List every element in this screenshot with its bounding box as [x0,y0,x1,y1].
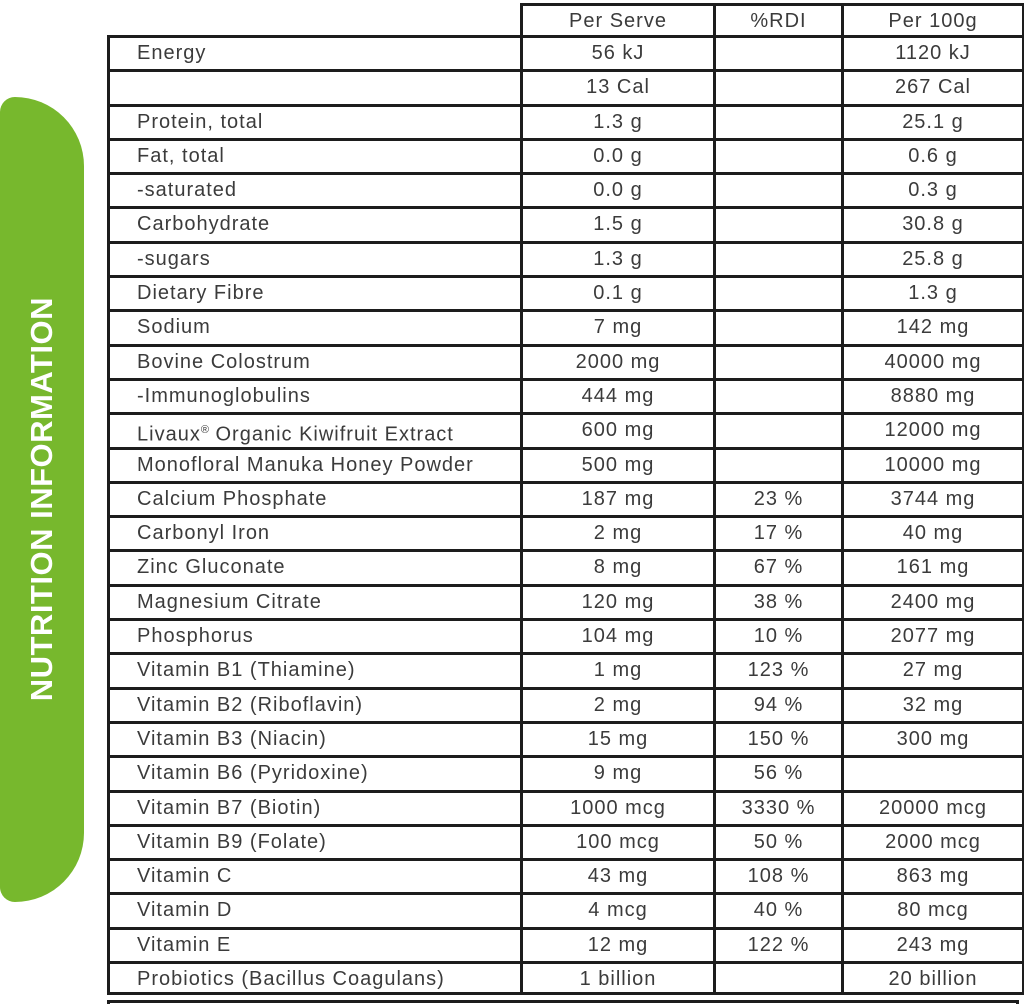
rdi-cell: 94 % [713,687,841,721]
per-100g-cell: 3744 mg [841,481,1024,515]
rdi-cell: 50 % [713,824,841,858]
per-100g-cell: 25.1 g [841,104,1024,138]
per-100g-cell: 2000 mcg [841,824,1024,858]
nutrient-name-cell: Vitamin B3 (Niacin) [107,721,520,755]
rdi-cell: 17 % [713,515,841,549]
nutrient-name-cell: Vitamin E [107,927,520,961]
rdi-cell [713,241,841,275]
nutrient-name-cell: Phosphorus [107,618,520,652]
per-serve-cell: 187 mg [520,481,713,515]
per-serve-cell: 15 mg [520,721,713,755]
nutrient-name-cell: Livaux® Organic Kiwifruit Extract [107,412,520,446]
nutrient-name-cell: Fat, total [107,138,520,172]
rdi-cell [713,378,841,412]
nutrient-name-cell: Vitamin C [107,858,520,892]
per-serve-cell: 2 mg [520,515,713,549]
rdi-cell: 67 % [713,549,841,583]
rdi-header: %RDI [713,3,841,36]
nutrient-name-cell: Vitamin B6 (Pyridoxine) [107,755,520,789]
rdi-cell: 10 % [713,618,841,652]
per-100g-cell: 0.3 g [841,172,1024,206]
per-serve-cell: 500 mg [520,447,713,481]
nutrient-name-cell: Vitamin B7 (Biotin) [107,790,520,824]
nutrient-name-cell: Protein, total [107,104,520,138]
per-100g-cell: 1.3 g [841,275,1024,309]
per-100g-cell: 32 mg [841,687,1024,721]
per-serve-cell: 0.0 g [520,138,713,172]
nutrient-name-cell: Carbonyl Iron [107,515,520,549]
rdi-cell [713,309,841,343]
per-serve-cell: 444 mg [520,378,713,412]
nutrient-name-cell: -sugars [107,241,520,275]
nutrient-name-cell: Bovine Colostrum [107,344,520,378]
nutrient-name-cell: Sodium [107,309,520,343]
rdi-cell [713,69,841,103]
rdi-cell: 108 % [713,858,841,892]
nutrient-name-cell: Vitamin B2 (Riboflavin) [107,687,520,721]
per-serve-cell: 1.3 g [520,104,713,138]
per-100g-cell: 80 mcg [841,892,1024,926]
per-100g-cell: 40000 mg [841,344,1024,378]
banner-label: NUTRITION INFORMATION [24,297,59,702]
per-100g-cell: 12000 mg [841,412,1024,446]
rdi-cell [713,344,841,378]
rdi-cell: 123 % [713,652,841,686]
nutrition-information-banner [0,97,84,902]
per-serve-cell: 4 mcg [520,892,713,926]
per-100g-cell: 243 mg [841,927,1024,961]
per-serve-cell: 120 mg [520,584,713,618]
per-serve-cell: 100 mcg [520,824,713,858]
rdi-cell [713,206,841,240]
per-100g-cell: 142 mg [841,309,1024,343]
per-100g-cell: 40 mg [841,515,1024,549]
per-serve-cell: 0.0 g [520,172,713,206]
nutrient-name-cell: Vitamin B1 (Thiamine) [107,652,520,686]
per-100g-cell: 25.8 g [841,241,1024,275]
per-serve-cell: 56 kJ [520,35,713,69]
nutrient-name-cell: Energy [107,35,520,69]
per-100g-cell: 2077 mg [841,618,1024,652]
nutrient-name-cell: Magnesium Citrate [107,584,520,618]
per-100g-cell: 2400 mg [841,584,1024,618]
per-serve-cell: 7 mg [520,309,713,343]
nutrition-table-body [107,35,1024,995]
rdi-cell: 56 % [713,755,841,789]
per-serve-cell: 43 mg [520,858,713,892]
table-row-partial [107,1000,1019,1004]
per-100g-cell: 20000 mcg [841,790,1024,824]
per-100g-header: Per 100g [841,3,1024,36]
per-serve-cell: 8 mg [520,549,713,583]
per-100g-cell: 1120 kJ [841,35,1024,69]
per-serve-cell: 2 mg [520,687,713,721]
per-serve-cell: 1 mg [520,652,713,686]
per-100g-cell: 267 Cal [841,69,1024,103]
nutrient-name-cell: Monofloral Manuka Honey Powder [107,447,520,481]
nutrient-name-cell: -Immunoglobulins [107,378,520,412]
rdi-cell [713,447,841,481]
rdi-cell [713,35,841,69]
nutrient-name-cell: -saturated [107,172,520,206]
rdi-cell: 40 % [713,892,841,926]
per-serve-cell: 1.3 g [520,241,713,275]
per-100g-cell: 30.8 g [841,206,1024,240]
per-100g-cell: 300 mg [841,721,1024,755]
rdi-cell: 3330 % [713,790,841,824]
per-serve-cell: 12 mg [520,927,713,961]
nutrient-name-cell: Calcium Phosphate [107,481,520,515]
per-100g-cell: 20 billion [841,961,1024,995]
per-100g-cell [841,755,1024,789]
rdi-cell [713,172,841,206]
rdi-cell [713,412,841,446]
rdi-cell: 122 % [713,927,841,961]
rdi-cell [713,104,841,138]
per-serve-cell: 2000 mg [520,344,713,378]
per-serve-cell: 104 mg [520,618,713,652]
per-100g-cell: 27 mg [841,652,1024,686]
per-serve-cell: 1.5 g [520,206,713,240]
per-serve-cell: 1000 mcg [520,790,713,824]
rdi-cell: 150 % [713,721,841,755]
per-serve-cell: 1 billion [520,961,713,995]
nutrient-name-cell: Vitamin D [107,892,520,926]
per-100g-cell: 10000 mg [841,447,1024,481]
nutrient-name-cell [107,69,520,103]
rdi-cell: 23 % [713,481,841,515]
nutrient-name-cell: Probiotics (Bacillus Coagulans) [107,961,520,995]
per-100g-cell: 0.6 g [841,138,1024,172]
nutrient-name-cell: Zinc Gluconate [107,549,520,583]
rdi-cell: 38 % [713,584,841,618]
per-100g-cell: 8880 mg [841,378,1024,412]
table-header-row [520,3,1024,35]
rdi-cell [713,961,841,995]
nutrient-name-cell: Vitamin B9 (Folate) [107,824,520,858]
per-100g-cell: 863 mg [841,858,1024,892]
per-serve-cell: 0.1 g [520,275,713,309]
nutrient-name-cell: Dietary Fibre [107,275,520,309]
nutrient-name-cell: Carbohydrate [107,206,520,240]
rdi-cell [713,138,841,172]
per-serve-header: Per Serve [520,3,713,36]
per-serve-cell: 9 mg [520,755,713,789]
rdi-cell [713,275,841,309]
per-100g-cell: 161 mg [841,549,1024,583]
per-serve-cell: 600 mg [520,412,713,446]
per-serve-cell: 13 Cal [520,69,713,103]
